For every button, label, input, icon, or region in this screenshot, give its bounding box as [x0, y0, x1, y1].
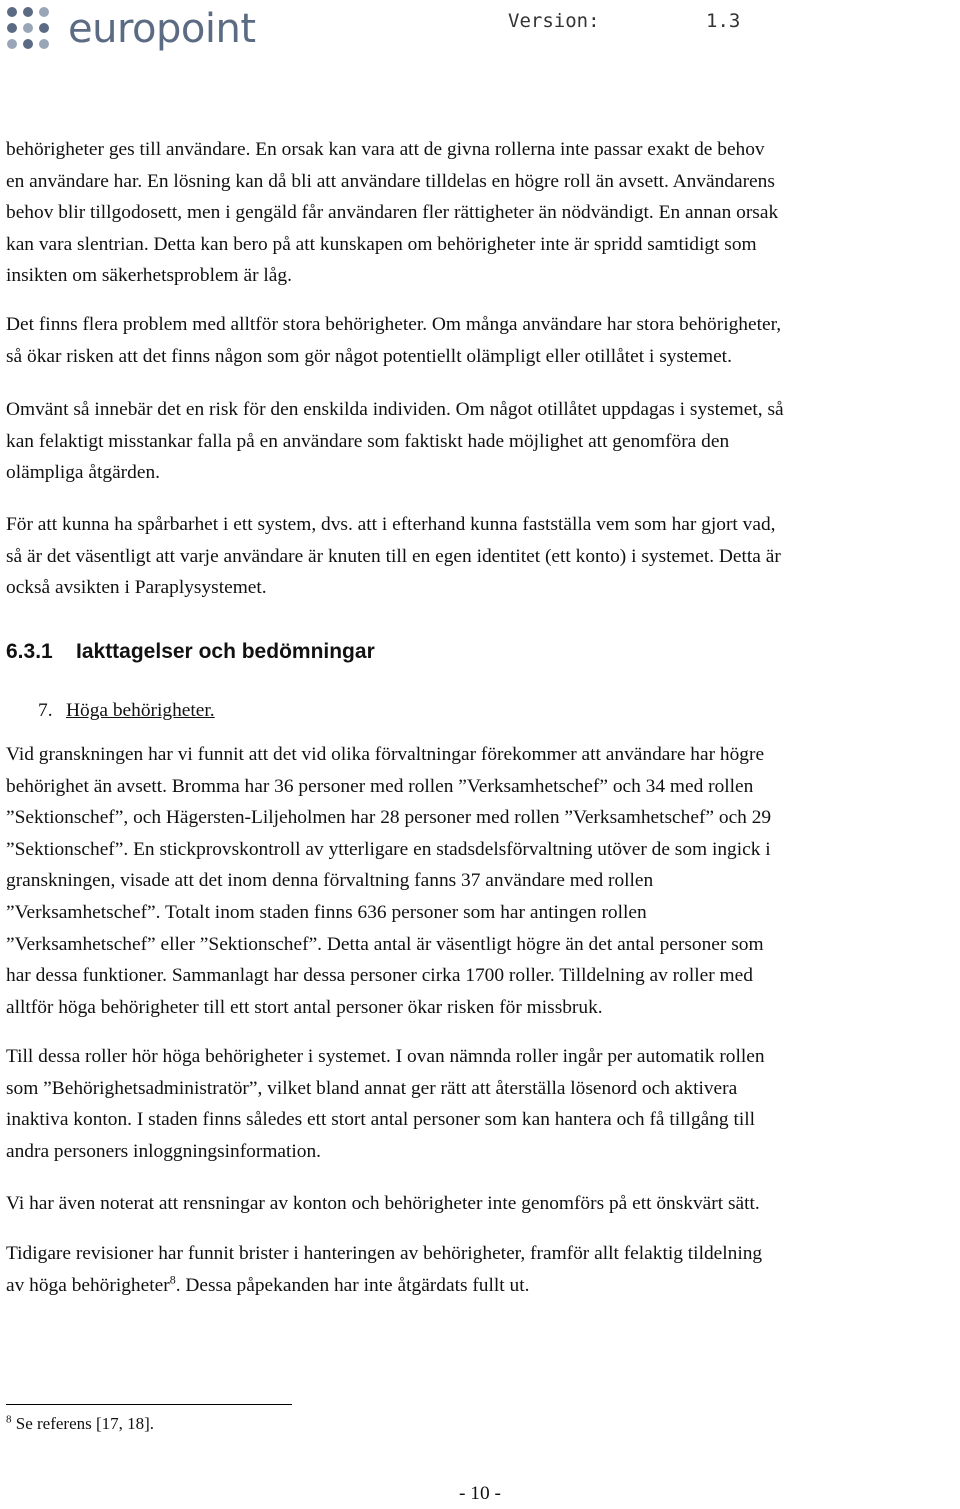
text-line: har dessa funktioner. Sammanlagt har dessa personer cirka 1700 roller. Tilldelning av roller med — [6, 965, 753, 987]
europoint-logo — [4, 4, 256, 64]
text-line: Vid granskningen har vi funnit att det vid olika förvaltningar förekommer att användare har högre — [6, 744, 765, 765]
section-title: Iakttagelser och bedömningar — [76, 640, 375, 663]
text-line: ”Verksamhetschef”. Totalt inom staden finns 636 personer som har antingen rollen — [6, 901, 647, 923]
text-line: Det finns flera problem med alltför stora behörigheter. Om många användare har stora behörigheter, — [6, 314, 782, 335]
text-line: andra personers inloggningsinformation. — [6, 1140, 322, 1162]
text-line: en användare har. En lösning kan då bli att användare tilldelas en högre roll än avsett. Användarens — [6, 170, 775, 192]
text-line: olämpliga åtgärden. — [6, 462, 160, 484]
text-line: insikten om säkerhetsproblem är låg. — [6, 265, 292, 287]
paragraph — [6, 1188, 958, 1220]
footnote-text: Se referens [17, 18]. — [11, 1414, 155, 1433]
text-line: behörigheter ges till användare. En orsak kan vara att de givna rollerna inte passar exakt de behov — [6, 139, 765, 160]
text-line: För att kunna ha spårbarhet i ett system, dvs. att i efterhand kunna fastställa vem som har gjort vad, — [6, 514, 776, 535]
text-line: som ”Behörighetsadministratör”, vilket bland annat ger rätt att återställa lösenord och aktivera — [6, 1077, 738, 1099]
footnote-reference[interactable]: 8 — [169, 1272, 176, 1287]
section-heading — [6, 640, 375, 664]
text-line: behörighet än avsett. Bromma har 36 personer med rollen ”Verksamhetschef” och 34 med rollen — [6, 775, 754, 797]
section-number: 6.3.1 — [6, 640, 53, 663]
text-line: ”Sektionschef”, och Hägersten-Liljeholmen har 28 personer med rollen ”Verksamhetschef” och 29 — [6, 807, 772, 829]
text-line: Till dessa roller hör höga behörigheter i systemet. I ovan nämnda roller ingår per automatik rollen — [6, 1046, 765, 1067]
text-line — [6, 1270, 958, 1302]
text-line: Vi har även noterat att rensningar av konton och behörigheter inte genomförs på ett önskvärt sätt. — [6, 1193, 760, 1214]
text-line: ”Verksamhetschef” eller ”Sektionschef”. Detta antal är väsentligt högre än det antal personer som — [6, 933, 764, 955]
text-line: Tidigare revisioner har funnit brister i hanteringen av behörigheter, framför allt felaktig tildelning — [6, 1243, 763, 1264]
footnote-mark: 8 — [6, 1413, 12, 1426]
text-line: Omvänt så innebär det en risk för den enskilda individen. Om något otillåtet uppdagas i systemet, så — [6, 399, 784, 420]
text-fragment: . Dessa påpekanden har inte åtgärdats fullt ut. — [175, 1274, 530, 1296]
list-item-number: 7. — [38, 700, 53, 721]
text-line: ”Sektionschef”. En stickprovskontroll av ytterligare en stadsdelsförvaltning utöver de som ingick i — [6, 838, 771, 860]
version-label: Version: — [508, 10, 600, 32]
logo-dots-icon — [4, 4, 62, 62]
list-item-text: Höga behörigheter. — [66, 700, 215, 721]
logo-brand-text: europoint — [68, 6, 256, 52]
version-value: 1.3 — [706, 10, 741, 32]
text-line: alltför höga behörigheter till ett stort antal personer ökar risken för missbruk. — [6, 996, 603, 1018]
text-line: kan felaktigt misstankar falla på en användare som faktiskt hade möjlighet att genomföra den — [6, 430, 730, 452]
paragraph — [6, 134, 958, 292]
text-line: granskningen, visade att det inom denna förvaltning fanns 37 användare med rollen — [6, 870, 654, 892]
footnote — [6, 1414, 154, 1434]
paragraph — [6, 1041, 958, 1167]
text-line: så ökar risken att det finns någon som gör något potentiellt olämpligt eller otillåtet i systemet. — [6, 345, 732, 367]
version-info — [508, 10, 741, 32]
paragraph — [6, 739, 958, 1023]
list-item — [38, 700, 215, 722]
text-line: kan vara slentrian. Detta kan bero på att kunskapen om behörigheter inte är spridd samtidigt som — [6, 233, 757, 255]
footnote-divider — [6, 1404, 292, 1405]
text-line: behov blir tillgodosett, men i gengäld får användaren fler rättigheter än nödvändigt. En annan orsak — [6, 202, 779, 224]
page-number: - 10 - — [458, 1483, 501, 1504]
paragraph — [6, 1238, 958, 1301]
paragraph — [6, 309, 958, 372]
paragraph — [6, 509, 958, 604]
text-line: inaktiva konton. I staden finns således ett stort antal personer som kan hantera och få tillgång till — [6, 1109, 756, 1131]
text-fragment: av höga behörigheter — [6, 1274, 170, 1296]
text-line: också avsikten i Paraplysystemet. — [6, 577, 267, 599]
paragraph — [6, 394, 958, 489]
text-line: så är det väsentligt att varje användare är knuten till en egen identitet (ett konto) i systemet. Detta är — [6, 545, 781, 567]
